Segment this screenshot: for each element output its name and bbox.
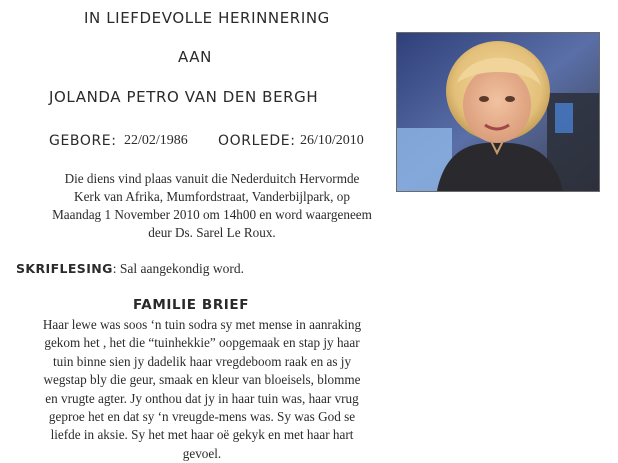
service-line: deur Ds. Sarel Le Roux. [148,225,276,240]
memorial-heading: IN LIEFDEVOLLE HERINNERING [84,9,330,27]
family-letter-line: tuin binne sien jy dadelik haar vregdeboom raak en as jy [52,353,352,369]
service-line: Maandag 1 November 2010 om 14h00 en word waargeneem [52,207,372,222]
died-date: 26/10/2010 [300,133,364,148]
family-letter-line: gevoel. [182,445,222,461]
scripture-reading [16,261,244,277]
family-letter-body [6,316,398,463]
memorial-heading-to: AAN [178,48,212,66]
family-letter-line: en vrugte agter. Jy onthou dat jy in haar tuin was, haar vrug [45,390,359,406]
service-details [28,170,396,242]
service-line: Kerk van Afrika, Mumfordstraat, Vanderbijlpark, op [74,189,350,204]
family-letter-title: FAMILIE BRIEF [133,297,250,313]
family-letter-line: liefde in aksie. Sy het met haar oë gekyk en met haar hart [50,427,354,443]
portrait-photo [396,32,600,192]
scripture-reading-label: SKRIFLESING [16,261,113,276]
born-label: GEBORE: [49,133,117,149]
service-line: Die diens vind plaas vanuit die Nederduitch Hervormde [64,171,360,186]
family-letter-line: wegstap bly die geur, smaak en kleur van bloeisels, blomme [43,372,361,388]
scripture-reading-text: : Sal aangekondig word. [112,261,245,276]
deceased-name: JOLANDA PETRO VAN DEN BERGH [49,88,319,106]
family-letter-line: gekom het , het die “tuinhekkie” oopgemaak en stap jy haar [44,335,360,351]
family-letter-line: Haar lewe was soos ‘n tuin sodra sy met mense in aanraking [42,317,362,332]
died-label: OORLEDE: [218,133,296,149]
portrait-illustration [397,33,599,191]
family-letter-line: geproe het en dat sy ‘n vreugde-mens was. Sy was God se [48,409,356,425]
born-date: 22/02/1986 [124,133,188,148]
